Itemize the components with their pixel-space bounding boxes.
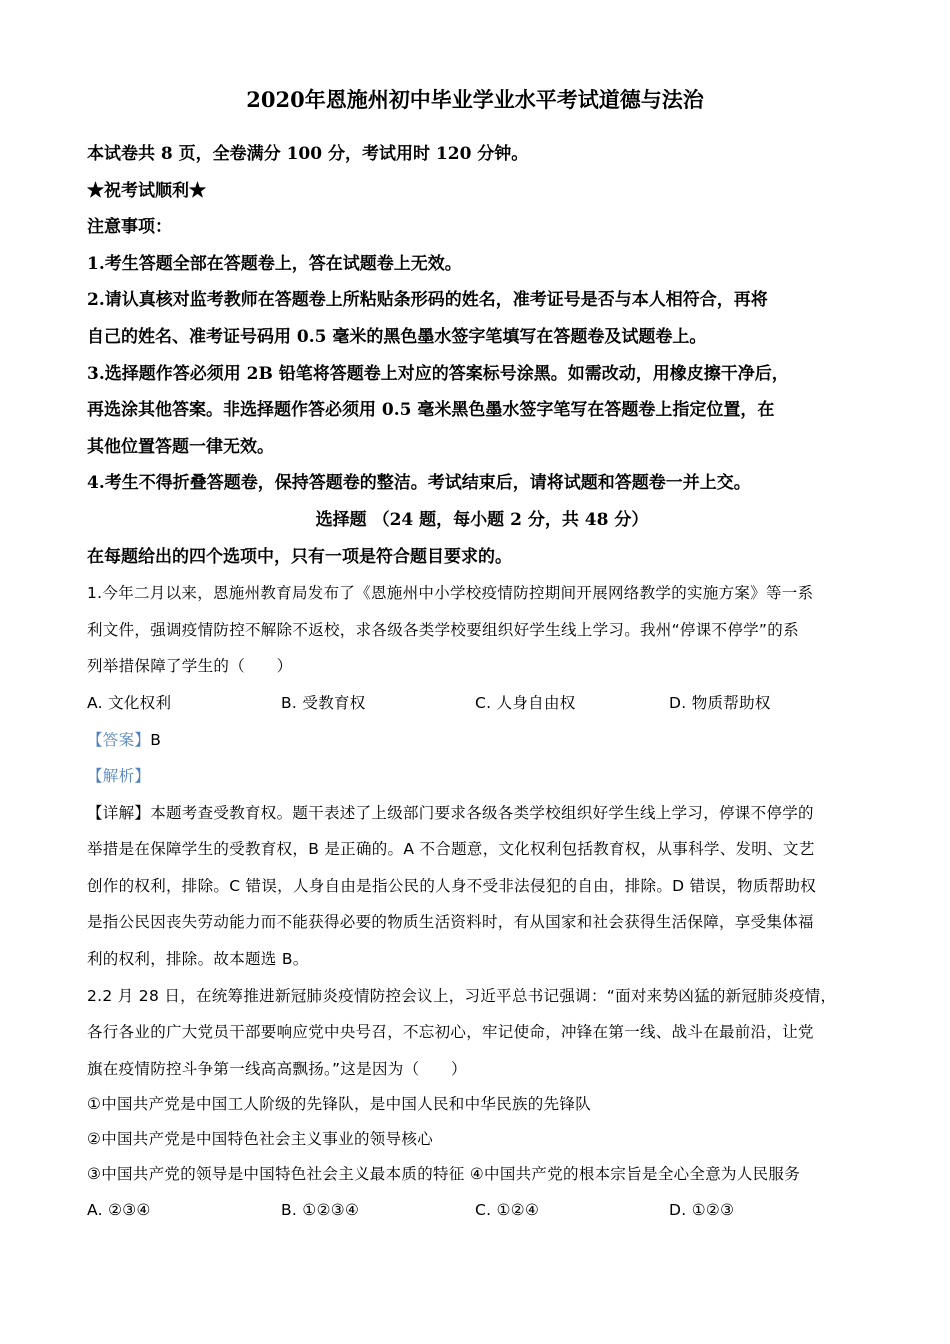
- q1-options: [87, 685, 877, 722]
- option-c: C. ①②④: [475, 1201, 540, 1220]
- option-a: A. 文化权利: [87, 693, 172, 712]
- q2-options: [87, 1192, 877, 1229]
- intro-line: ★祝考试顺利★: [87, 180, 206, 201]
- statement-line: ③中国共产党的领导是中国特色社会主义最本质的特征 ④中国共产党的根本宗旨是全心全意为人民服务: [87, 1165, 801, 1184]
- intro-line: 2.请认真核对监考教师在答题卷上所粘贴条形码的姓名，准考证号是否与本人相符合，再将: [87, 290, 768, 311]
- intro-line: 注意事项：: [87, 217, 172, 238]
- intro-line: 3.选择题作答必须用 2B 铅笔将答题卷上对应的答案标号涂黑。如需改动，用橡皮擦干净后，: [87, 363, 789, 384]
- option-d: D. ①②③: [669, 1201, 735, 1220]
- intro-line: 其他位置答题一律无效。: [87, 436, 274, 457]
- section-heading: 选择题 （24 题，每小题 2 分，共 48 分）: [315, 509, 649, 530]
- option-b: B. ①②③④: [281, 1201, 360, 1220]
- option-d: D. 物质帮助权: [669, 693, 771, 712]
- question-line: 旗在疫情防控斗争第一线高高飘扬。”这是因为（ ）: [87, 1059, 467, 1078]
- question-line: 各行各业的广大党员干部要响应党中央号召，不忘初心，牢记使命，冲锋在第一线、战斗在最前沿，让党: [87, 1023, 814, 1042]
- document-title: 2020年恩施州初中毕业学业水平考试道德与法治: [246, 87, 704, 112]
- intro-line: 1.考生答题全部在答题卷上，答在试题卷上无效。: [87, 253, 462, 274]
- question-line: 利文件，强调疫情防控不解除不返校，求各级各类学校要组织好学生线上学习。我州“停课不停学”的系: [87, 620, 799, 639]
- analysis-label: 【解析】: [87, 767, 151, 786]
- option-a: A. ②③④: [87, 1201, 151, 1220]
- detail-line: 【详解】本题考查受教育权。题干表述了上级部门要求各级各类学校组织好学生线上学习，停课不停学的: [87, 803, 814, 822]
- detail-line: 利的权利，排除。故本题选 B。: [87, 950, 309, 969]
- question-line: 2.2 月 28 日，在统筹推进新冠肺炎疫情防控会议上，习近平总书记强调：“面对来势凶猛的新冠肺炎疫情，: [87, 986, 837, 1005]
- intro-line: 再选涂其他答案。非选择题作答必须用 0.5 毫米黑色墨水签字笔写在答题卷上指定位置，在: [87, 400, 775, 421]
- section-instruction: 在每题给出的四个选项中，只有一项是符合题目要求的。: [87, 546, 512, 567]
- detail-line: 举措是在保障学生的受教育权，B 是正确的。A 不合题意，文化权利包括教育权，从事科学、发明、文艺: [87, 840, 815, 859]
- answer-value: B: [150, 730, 162, 749]
- exam-document: [87, 136, 877, 1229]
- statement-line: ②中国共产党是中国特色社会主义事业的领导核心: [87, 1130, 433, 1149]
- answer-line: [87, 722, 877, 759]
- question-line: 1.今年二月以来，恩施州教育局发布了《恩施州中小学校疫情防控期间开展网络教学的实施方案》等一系: [87, 584, 814, 603]
- intro-line: 本试卷共 8 页，全卷满分 100 分，考试用时 120 分钟。: [87, 144, 529, 164]
- question-line: 列举措保障了学生的（ ）: [87, 657, 293, 676]
- answer-label: 【答案】: [87, 730, 151, 749]
- detail-line: 创作的权利，排除。C 错误，人身自由是指公民的人身不受非法侵犯的自由，排除。D 错误，物质帮助权: [87, 876, 817, 895]
- option-b: B. 受教育权: [281, 693, 366, 712]
- detail-line: 是指公民因丧失劳动能力而不能获得必要的物质生活资料时，有从国家和社会获得生活保障，享受集体福: [87, 913, 814, 932]
- statement-line: ①中国共产党是中国工人阶级的先锋队，是中国人民和中华民族的先锋队: [87, 1095, 591, 1114]
- intro-line: 自己的姓名、准考证号码用 0.5 毫米的黑色墨水签字笔填写在答题卷及试题卷上。: [87, 326, 707, 347]
- option-c: C. 人身自由权: [475, 693, 576, 712]
- intro-line: 4.考生不得折叠答题卷，保持答题卷的整洁。考试结束后，请将试题和答题卷一并上交。: [87, 473, 751, 494]
